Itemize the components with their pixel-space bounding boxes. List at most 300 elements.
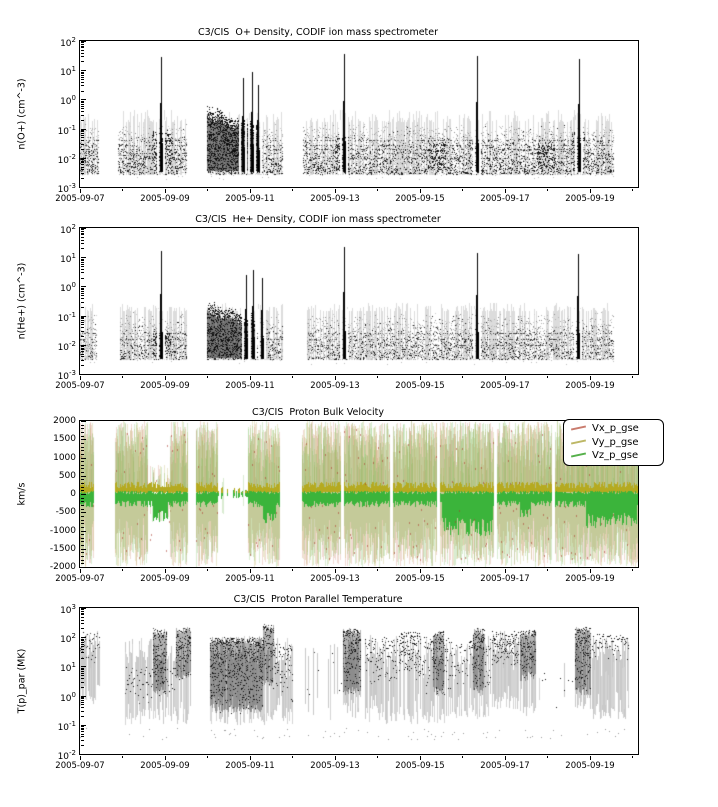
x-major-tick: [420, 376, 421, 380]
y-tick-label: 2000: [53, 416, 76, 426]
y-minor-tick: [81, 697, 84, 698]
y-minor-tick: [81, 248, 84, 249]
y-major-tick: [81, 494, 86, 495]
y-minor-tick: [81, 259, 84, 260]
y-minor-tick: [81, 479, 84, 480]
x-minor-tick: [377, 189, 378, 191]
x-major-tick: [250, 569, 251, 573]
x-tick-label: 2005-09-13: [310, 574, 360, 584]
y-minor-tick: [81, 687, 84, 688]
y-major-tick: [81, 754, 86, 755]
x-minor-tick: [207, 569, 208, 571]
y-tick-label: $10^{-1}$: [57, 311, 76, 324]
y-tick-label: $10^{-2}$: [57, 340, 76, 353]
x-tick-label: 2005-09-19: [565, 761, 615, 771]
y-minor-tick: [81, 298, 84, 299]
y-major-tick: [81, 374, 86, 375]
x-minor-tick: [122, 376, 123, 378]
y-tick-label: $10^1$: [60, 661, 76, 674]
y-minor-tick: [81, 167, 84, 168]
y-minor-tick: [81, 266, 84, 267]
x-major-tick: [250, 189, 251, 193]
y-minor-tick: [81, 47, 84, 48]
plot-area: [80, 228, 638, 374]
x-major-tick: [80, 756, 81, 760]
x-tick-label: 2005-09-07: [55, 574, 105, 584]
y-minor-tick: [81, 509, 84, 510]
y-minor-tick: [81, 75, 84, 76]
y-minor-tick: [81, 140, 84, 141]
y-minor-tick: [81, 144, 84, 145]
scatter-canvas: [80, 41, 638, 187]
x-major-tick: [505, 756, 506, 760]
y-minor-tick: [81, 700, 84, 701]
y-minor-tick: [81, 50, 84, 51]
y-minor-tick: [81, 640, 84, 641]
x-minor-tick: [462, 569, 463, 571]
y-tick-label: $10^{-2}$: [57, 153, 76, 166]
y-minor-tick: [81, 133, 84, 134]
x-major-tick: [250, 376, 251, 380]
y-minor-tick: [81, 131, 84, 132]
scatter-canvas: [80, 421, 638, 567]
legend-label-vy: Vy_p_gse: [592, 436, 639, 448]
scatter-canvas: [80, 228, 638, 374]
y-tick-label: $10^1$: [60, 65, 76, 78]
x-tick-label: 2005-09-19: [565, 381, 615, 391]
y-minor-tick: [81, 740, 84, 741]
scatter-canvas: [80, 608, 638, 754]
y-minor-tick: [81, 115, 84, 116]
x-major-tick: [420, 756, 421, 760]
y-minor-tick: [81, 646, 84, 647]
y-minor-tick: [81, 351, 84, 352]
x-minor-tick: [377, 569, 378, 571]
y-minor-tick: [81, 289, 84, 290]
y-minor-tick: [81, 288, 84, 289]
y-minor-tick: [81, 240, 84, 241]
x-tick-label: 2005-09-19: [565, 194, 615, 204]
y-minor-tick: [81, 324, 84, 325]
x-major-tick: [80, 189, 81, 193]
x-minor-tick: [207, 189, 208, 191]
legend-line-vy-icon: [571, 439, 586, 444]
y-major-tick: [81, 476, 86, 477]
y-minor-tick: [81, 73, 84, 74]
x-minor-tick: [377, 376, 378, 378]
x-minor-tick: [462, 189, 463, 191]
y-minor-tick: [81, 673, 84, 674]
y-minor-tick: [81, 658, 84, 659]
x-major-tick: [505, 189, 506, 193]
y-minor-tick: [81, 745, 84, 746]
y-minor-tick: [81, 669, 84, 670]
y-major-tick: [81, 458, 86, 459]
y-minor-tick: [81, 461, 84, 462]
y-minor-tick: [81, 365, 84, 366]
panel-title: C3/CIS Proton Parallel Temperature: [233, 594, 403, 605]
y-minor-tick: [81, 465, 84, 466]
y-minor-tick: [81, 77, 84, 78]
x-tick-label: 2005-09-17: [480, 194, 530, 204]
y-minor-tick: [81, 728, 84, 729]
y-minor-tick: [81, 178, 84, 179]
y-minor-tick: [81, 428, 84, 429]
plot-area: [80, 608, 638, 754]
y-minor-tick: [81, 552, 84, 553]
x-minor-tick: [122, 756, 123, 758]
legend-label-vz: Vz_p_gse: [592, 450, 639, 461]
y-minor-tick: [81, 262, 84, 263]
y-tick-label: $10^2$: [60, 632, 76, 645]
x-minor-tick: [462, 376, 463, 378]
y-minor-tick: [81, 159, 84, 160]
y-minor-tick: [81, 295, 84, 296]
y-minor-tick: [81, 293, 84, 294]
x-major-tick: [420, 569, 421, 573]
y-minor-tick: [81, 487, 84, 488]
x-minor-tick: [292, 569, 293, 571]
legend: [563, 419, 664, 466]
legend-label-vx: Vx_p_gse: [592, 423, 639, 434]
x-minor-tick: [292, 756, 293, 758]
y-minor-tick: [81, 269, 84, 270]
x-minor-tick: [207, 376, 208, 378]
y-minor-tick: [81, 642, 84, 643]
y-minor-tick: [81, 652, 84, 653]
y-tick-label: -500: [55, 507, 76, 517]
x-major-tick: [505, 376, 506, 380]
y-minor-tick: [81, 454, 84, 455]
y-major-tick: [81, 512, 86, 513]
y-minor-tick: [81, 736, 84, 737]
y-tick-label: $10^{-1}$: [57, 124, 76, 137]
y-minor-tick: [81, 169, 84, 170]
y-minor-tick: [81, 85, 84, 86]
y-minor-tick: [81, 729, 84, 730]
y-minor-tick: [81, 104, 84, 105]
y-tick-label: $10^{-2}$: [57, 749, 76, 762]
x-tick-label: 2005-09-11: [225, 574, 275, 584]
y-minor-tick: [81, 164, 84, 165]
y-minor-tick: [81, 628, 84, 629]
x-tick-label: 2005-09-07: [55, 194, 105, 204]
y-minor-tick: [81, 644, 84, 645]
x-minor-tick: [292, 189, 293, 191]
y-tick-label: $10^0$: [60, 94, 76, 107]
y-minor-tick: [81, 302, 84, 303]
y-minor-tick: [81, 79, 84, 80]
legend-line-vx-icon: [571, 425, 586, 430]
x-tick-label: 2005-09-07: [55, 761, 105, 771]
x-major-tick: [335, 376, 336, 380]
y-tick-label: 1000: [53, 453, 76, 463]
y-tick-label: $10^3$: [60, 603, 76, 616]
y-tick-label: 0: [70, 489, 76, 499]
x-minor-tick: [632, 376, 633, 378]
y-minor-tick: [81, 231, 84, 232]
y-minor-tick: [81, 704, 84, 705]
x-major-tick: [250, 756, 251, 760]
y-tick-label: $10^2$: [60, 36, 76, 49]
x-major-tick: [335, 756, 336, 760]
y-minor-tick: [81, 556, 84, 557]
x-minor-tick: [462, 756, 463, 758]
y-minor-tick: [81, 649, 84, 650]
y-tick-label: $10^{-1}$: [57, 720, 76, 733]
y-tick-label: -1500: [49, 544, 76, 554]
x-major-tick: [335, 189, 336, 193]
y-major-tick: [81, 439, 86, 440]
y-major-tick: [81, 637, 86, 638]
y-minor-tick: [81, 527, 84, 528]
y-minor-tick: [81, 498, 84, 499]
y-minor-tick: [81, 108, 84, 109]
y-minor-tick: [81, 243, 84, 244]
y-minor-tick: [81, 264, 84, 265]
y-minor-tick: [81, 229, 84, 230]
y-minor-tick: [81, 260, 84, 261]
y-minor-tick: [81, 425, 84, 426]
x-minor-tick: [377, 756, 378, 758]
x-minor-tick: [122, 189, 123, 191]
y-minor-tick: [81, 716, 84, 717]
x-tick-label: 2005-09-09: [140, 761, 190, 771]
x-tick-label: 2005-09-09: [140, 194, 190, 204]
x-tick-label: 2005-09-07: [55, 381, 105, 391]
y-minor-tick: [81, 671, 84, 672]
y-minor-tick: [81, 617, 84, 618]
y-tick-label: -1000: [49, 526, 76, 536]
legend-row: [571, 450, 663, 464]
x-minor-tick: [547, 376, 548, 378]
y-minor-tick: [81, 698, 84, 699]
y-major-tick: [81, 421, 86, 422]
y-minor-tick: [81, 534, 84, 535]
y-minor-tick: [81, 545, 84, 546]
y-minor-tick: [81, 516, 84, 517]
x-major-tick: [590, 189, 591, 193]
y-major-tick: [81, 70, 86, 71]
y-minor-tick: [81, 162, 84, 163]
y-minor-tick: [81, 520, 84, 521]
y-minor-tick: [81, 348, 84, 349]
x-tick-label: 2005-09-13: [310, 194, 360, 204]
y-tick-label: $10^0$: [60, 691, 76, 704]
y-minor-tick: [81, 436, 84, 437]
y-axis-label: km/s: [16, 482, 28, 506]
panel-o-density: [0, 27, 718, 241]
y-tick-label: $10^{-3}$: [57, 369, 76, 382]
y-minor-tick: [81, 56, 84, 57]
x-tick-label: 2005-09-15: [395, 194, 445, 204]
y-axis-label: T(p)_par (MK): [16, 648, 28, 714]
y-tick-label: $10^1$: [60, 252, 76, 265]
x-tick-label: 2005-09-17: [480, 761, 530, 771]
x-minor-tick: [292, 376, 293, 378]
y-major-tick: [81, 286, 86, 287]
x-tick-label: 2005-09-15: [395, 381, 445, 391]
x-major-tick: [165, 569, 166, 573]
y-major-tick: [81, 666, 86, 667]
y-minor-tick: [81, 233, 84, 234]
y-minor-tick: [81, 450, 84, 451]
y-major-tick: [81, 99, 86, 100]
y-minor-tick: [81, 501, 84, 502]
panel-title: C3/CIS Proton Bulk Velocity: [252, 407, 384, 418]
plot-area: [80, 421, 638, 567]
y-minor-tick: [81, 91, 84, 92]
y-minor-tick: [81, 101, 84, 102]
x-major-tick: [165, 189, 166, 193]
x-tick-label: 2005-09-15: [395, 761, 445, 771]
y-minor-tick: [81, 44, 84, 45]
y-minor-tick: [81, 560, 84, 561]
y-minor-tick: [81, 346, 84, 347]
y-minor-tick: [81, 675, 84, 676]
x-major-tick: [420, 189, 421, 193]
x-tick-label: 2005-09-09: [140, 381, 190, 391]
y-minor-tick: [81, 135, 84, 136]
y-minor-tick: [81, 563, 84, 564]
x-major-tick: [590, 569, 591, 573]
y-minor-tick: [81, 541, 84, 542]
y-minor-tick: [81, 734, 84, 735]
y-minor-tick: [81, 639, 84, 640]
x-tick-label: 2005-09-19: [565, 574, 615, 584]
y-minor-tick: [81, 678, 84, 679]
y-minor-tick: [81, 322, 84, 323]
plot-area: [80, 41, 638, 187]
y-minor-tick: [81, 360, 84, 361]
y-minor-tick: [81, 130, 84, 131]
x-major-tick: [80, 569, 81, 573]
y-minor-tick: [81, 472, 84, 473]
y-minor-tick: [81, 106, 84, 107]
y-major-tick: [81, 531, 86, 532]
legend-row: [571, 437, 663, 451]
y-minor-tick: [81, 320, 84, 321]
x-tick-label: 2005-09-17: [480, 574, 530, 584]
x-tick-label: 2005-09-13: [310, 381, 360, 391]
y-minor-tick: [81, 72, 84, 73]
x-major-tick: [165, 376, 166, 380]
y-tick-label: -2000: [49, 562, 76, 572]
y-minor-tick: [81, 490, 84, 491]
y-minor-tick: [81, 307, 84, 308]
x-minor-tick: [547, 569, 548, 571]
x-tick-label: 2005-09-11: [225, 194, 275, 204]
panel-title: C3/CIS O+ Density, CODIF ion mass spectrometer: [197, 27, 439, 38]
x-tick-label: 2005-09-11: [225, 761, 275, 771]
y-minor-tick: [81, 726, 84, 727]
x-tick-label: 2005-09-09: [140, 574, 190, 584]
panel-he-density: [0, 214, 718, 428]
y-major-tick: [81, 549, 86, 550]
y-minor-tick: [81, 356, 84, 357]
y-minor-tick: [81, 318, 84, 319]
y-minor-tick: [81, 614, 84, 615]
x-major-tick: [165, 756, 166, 760]
x-minor-tick: [547, 189, 548, 191]
y-minor-tick: [81, 483, 84, 484]
y-minor-tick: [81, 620, 84, 621]
panel-title: C3/CIS He+ Density, CODIF ion mass spectrometer: [195, 214, 441, 225]
x-minor-tick: [122, 569, 123, 571]
y-tick-label: 500: [58, 471, 76, 481]
y-minor-tick: [81, 623, 84, 624]
y-minor-tick: [81, 538, 84, 539]
y-major-tick: [81, 567, 86, 568]
y-minor-tick: [81, 505, 84, 506]
y-minor-tick: [81, 234, 84, 235]
x-major-tick: [335, 569, 336, 573]
x-tick-label: 2005-09-15: [395, 574, 445, 584]
x-tick-label: 2005-09-17: [480, 381, 530, 391]
panel-temperature: [0, 594, 718, 807]
y-minor-tick: [81, 432, 84, 433]
x-major-tick: [80, 376, 81, 380]
y-minor-tick: [81, 711, 84, 712]
y-axis-label: n(O+) (cm^-3): [16, 78, 28, 150]
y-minor-tick: [81, 111, 84, 112]
y-tick-label: $10^0$: [60, 281, 76, 294]
x-minor-tick: [632, 569, 633, 571]
y-minor-tick: [81, 46, 84, 47]
x-minor-tick: [632, 756, 633, 758]
y-minor-tick: [81, 278, 84, 279]
y-minor-tick: [81, 336, 84, 337]
y-minor-tick: [81, 53, 84, 54]
x-tick-label: 2005-09-13: [310, 761, 360, 771]
y-minor-tick: [81, 609, 84, 610]
x-minor-tick: [207, 756, 208, 758]
y-minor-tick: [81, 613, 84, 614]
y-minor-tick: [81, 317, 84, 318]
y-minor-tick: [81, 161, 84, 162]
y-minor-tick: [81, 82, 84, 83]
y-minor-tick: [81, 731, 84, 732]
y-tick-label: 1500: [53, 434, 76, 444]
y-minor-tick: [81, 702, 84, 703]
legend-line-vz-icon: [571, 452, 586, 457]
y-minor-tick: [81, 61, 84, 62]
x-tick-label: 2005-09-11: [225, 381, 275, 391]
y-minor-tick: [81, 291, 84, 292]
y-tick-label: $10^{-3}$: [57, 182, 76, 195]
y-minor-tick: [81, 331, 84, 332]
y-major-tick: [81, 257, 86, 258]
y-minor-tick: [81, 707, 84, 708]
y-minor-tick: [81, 42, 84, 43]
y-minor-tick: [81, 102, 84, 103]
y-minor-tick: [81, 443, 84, 444]
y-minor-tick: [81, 272, 84, 273]
y-minor-tick: [81, 349, 84, 350]
y-tick-label: $10^2$: [60, 223, 76, 236]
y-minor-tick: [81, 120, 84, 121]
x-major-tick: [505, 569, 506, 573]
y-minor-tick: [81, 173, 84, 174]
x-minor-tick: [547, 756, 548, 758]
legend-row: [571, 423, 663, 437]
y-minor-tick: [81, 137, 84, 138]
x-major-tick: [590, 376, 591, 380]
y-minor-tick: [81, 447, 84, 448]
x-minor-tick: [632, 189, 633, 191]
y-minor-tick: [81, 237, 84, 238]
y-minor-tick: [81, 149, 84, 150]
